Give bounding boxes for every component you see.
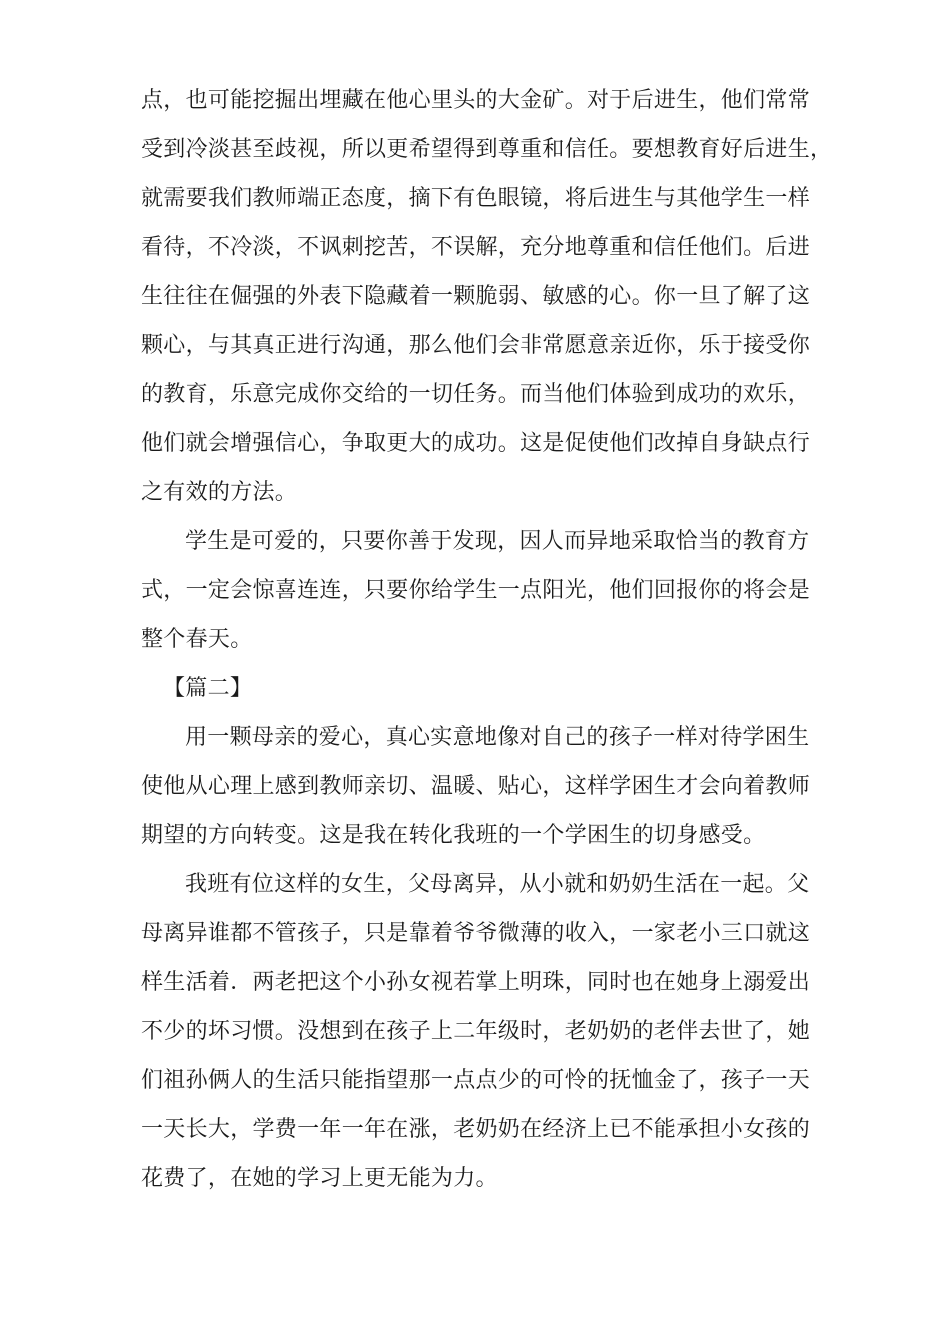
text-line: 不少的坏习惯。没想到在孩子上二年级时，老奶奶的老伴去世了，她 xyxy=(141,1019,811,1044)
text-line: 他们就会增强信心，争取更大的成功。这是促使他们改掉自身缺点行 xyxy=(141,431,811,456)
document-body xyxy=(141,76,831,1203)
text-line: 受到冷淡甚至歧视，所以更希望得到尊重和信任。要想教育好后进生， xyxy=(141,137,833,162)
text-line: 母离异谁都不管孩子，只是靠着爷爷微薄的收入，一家老小三口就这 xyxy=(141,921,811,946)
section-heading xyxy=(141,664,831,713)
text-line: 整个春天。 xyxy=(141,627,253,652)
text-line: 学生是可爱的，只要你善于发现，因人而异地采取恰当的教育方 xyxy=(185,529,810,554)
text-line: 期望的方向转变。这是我在转化我班的一个学困生的切身感受。 xyxy=(141,823,766,848)
text-line: 们祖孙俩人的生活只能指望那一点点少的可怜的抚恤金了，孩子一天 xyxy=(141,1068,811,1093)
text-line: 式，一定会惊喜连连，只要你给学生一点阳光，他们回报你的将会是 xyxy=(141,578,811,603)
paragraph-2 xyxy=(141,517,831,664)
text-line: 颗心，与其真正进行沟通，那么他们会非常愿意亲近你，乐于接受你 xyxy=(141,333,811,358)
text-line: 看待，不冷淡，不讽刺挖苦，不误解，充分地尊重和信任他们。后进 xyxy=(141,235,811,260)
paragraph-4 xyxy=(141,860,831,1203)
text-line: 的教育，乐意完成你交给的一切任务。而当他们体验到成功的欢乐， xyxy=(141,382,811,407)
paragraph-3 xyxy=(141,713,831,860)
text-line: 之有效的方法。 xyxy=(141,480,298,505)
text-line: 一天长大，学费一年一年在涨，老奶奶在经济上已不能承担小女孩的 xyxy=(141,1117,811,1142)
paragraph-1 xyxy=(141,76,831,517)
heading-text: 【篇二】 xyxy=(163,676,253,701)
text-line: 用一颗母亲的爱心，真心实意地像对自己的孩子一样对待学困生 xyxy=(185,725,810,750)
text-line: 生往往在倔强的外表下隐藏着一颗脆弱、敏感的心。你一旦了解了这 xyxy=(141,284,811,309)
text-line: 我班有位这样的女生，父母离异，从小就和奶奶生活在一起。父 xyxy=(185,872,810,897)
text-line: 就需要我们教师端正态度，摘下有色眼镜，将后进生与其他学生一样 xyxy=(141,186,811,211)
text-line: 样生活着．两老把这个小孙女视若掌上明珠，同时也在她身上溺爱出 xyxy=(141,970,811,995)
text-line: 点，也可能挖掘出埋藏在他心里头的大金矿。对于后进生，他们常常 xyxy=(141,88,811,113)
text-line: 花费了，在她的学习上更无能为力。 xyxy=(141,1166,498,1191)
text-line: 使他从心理上感到教师亲切、温暖、贴心，这样学困生才会向着教师 xyxy=(141,774,811,799)
